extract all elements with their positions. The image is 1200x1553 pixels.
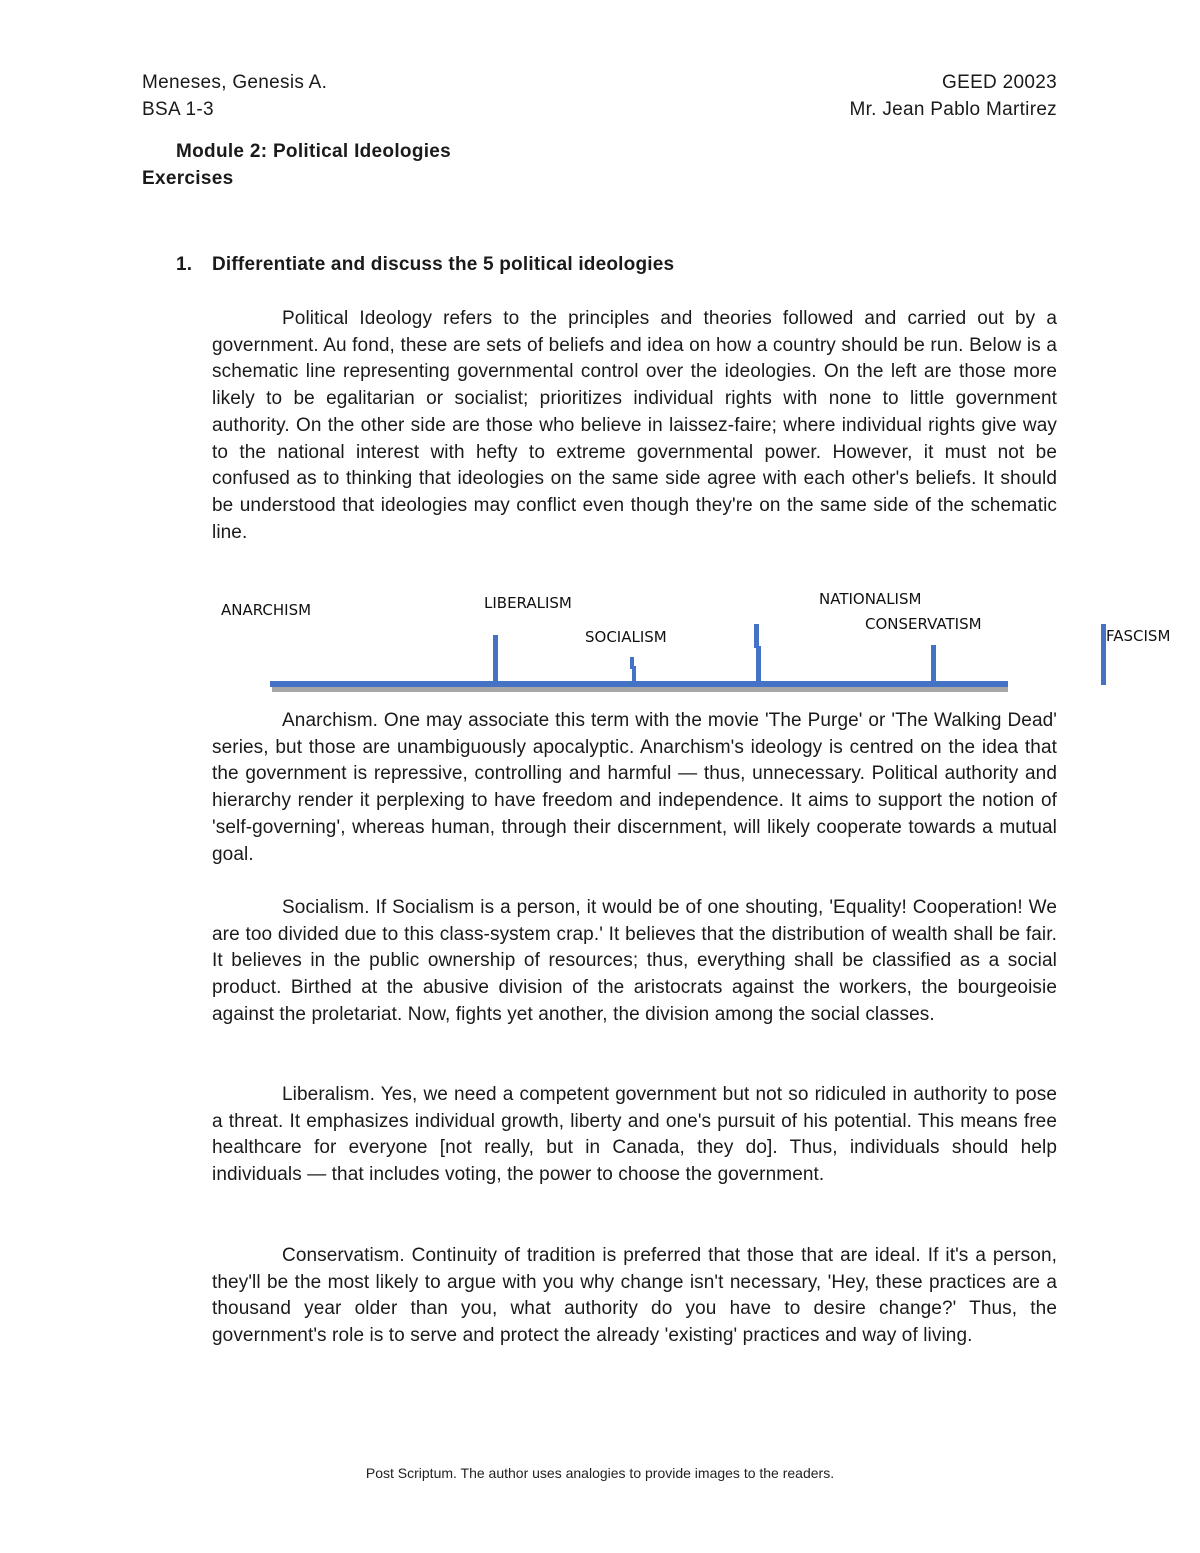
- exercises-label: Exercises: [142, 168, 234, 189]
- footnote: Post Scriptum. The author uses analogies to provide images to the readers.: [365, 1465, 835, 1481]
- label-conservatism: CONSERVATISM: [865, 615, 982, 633]
- tick-liberalism: [493, 635, 498, 683]
- label-liberalism: LIBERALISM: [484, 594, 572, 612]
- student-section: BSA 1-3: [142, 99, 214, 120]
- conservatism-paragraph: Conservatism. Continuity of tradition is preferred that those that are ideal. If it's a person, they'll be the most likely to argue with you why change isn't necessary, 'Hey, these practices are a thousand year older than you, what authority do you have to desire change?' Thus, the government's role is to serve and protect the already 'existing' practices and way of living.: [212, 1245, 1057, 1347]
- socialism-paragraph: Socialism. If Socialism is a person, it would be of one shouting, 'Equality! Cooperation! We are too divided due to this class-system crap.' It believes that the distribution of wealth shall be fair. It believes in the public ownership of resources; thus, everything shall be classified as a social product. Birthed at the abusive division of the aristocrats against the workers, the bourgeoisie against the proletariat. Now, fights yet another, the division among the social classes.: [212, 897, 1057, 1025]
- tick-nationalism: [754, 624, 759, 648]
- course-code: GEED 20023: [942, 72, 1057, 93]
- label-nationalism: NATIONALISM: [819, 590, 922, 608]
- schematic-line: [270, 681, 1008, 687]
- question-text: Differentiate and discuss the 5 political ideologies: [212, 254, 675, 275]
- label-socialism: SOCIALISM: [585, 628, 667, 646]
- student-name: Meneses, Genesis A.: [142, 72, 328, 93]
- liberalism-paragraph: Liberalism. Yes, we need a competent government but not so ridiculed in authority to pose a threat. It emphasizes individual growth, liberty and one's pursuit of his potential. This means free healthcare for everyone [not really, but in Canada, they do]. Thus, individuals should help individuals — that includes voting, the power to choose the government.: [212, 1084, 1057, 1186]
- intro-paragraph: Political Ideology refers to the principles and theories followed and carried out by a government. Au fond, these are sets of beliefs and idea on how a country should be run. Below is a schematic line representing governmental control over the ideologies. On the left are those more likely to be egalitarian or socialist; prioritizes individual rights with none to little government authority. On the other side are those who believe in laissez-faire; where individual rights give way to the national interest with hefty to extreme governmental power. However, it must not be confused as to thinking that ideologies on the same side agree with each other's beliefs. It should be understood that ideologies may conflict even though they're on the same side of the schematic line.: [212, 308, 1057, 543]
- tick-nationalism-lower: [756, 646, 761, 686]
- tick-socialism-lower: [632, 666, 636, 683]
- instructor-name: Mr. Jean Pablo Martirez: [849, 99, 1057, 120]
- label-anarchism: ANARCHISM: [221, 601, 312, 619]
- module-title: Module 2: Political Ideologies: [176, 141, 452, 162]
- tick-conservatism: [931, 645, 936, 687]
- anarchism-paragraph: Anarchism. One may associate this term with the movie 'The Purge' or 'The Walking Dead' series, but those are unambiguously apocalyptic. Anarchism's ideology is centred on the idea that the government is repressive, controlling and harmful — thus, unnecessary. Political authority and hierarchy render it perplexing to have freedom and independence. It aims to support the notion of 'self-governing', whereas human, through their discernment, will likely cooperate towards a mutual goal.: [212, 710, 1057, 865]
- label-fascism: FASCISM: [1106, 627, 1171, 645]
- question-number: 1.: [176, 254, 193, 275]
